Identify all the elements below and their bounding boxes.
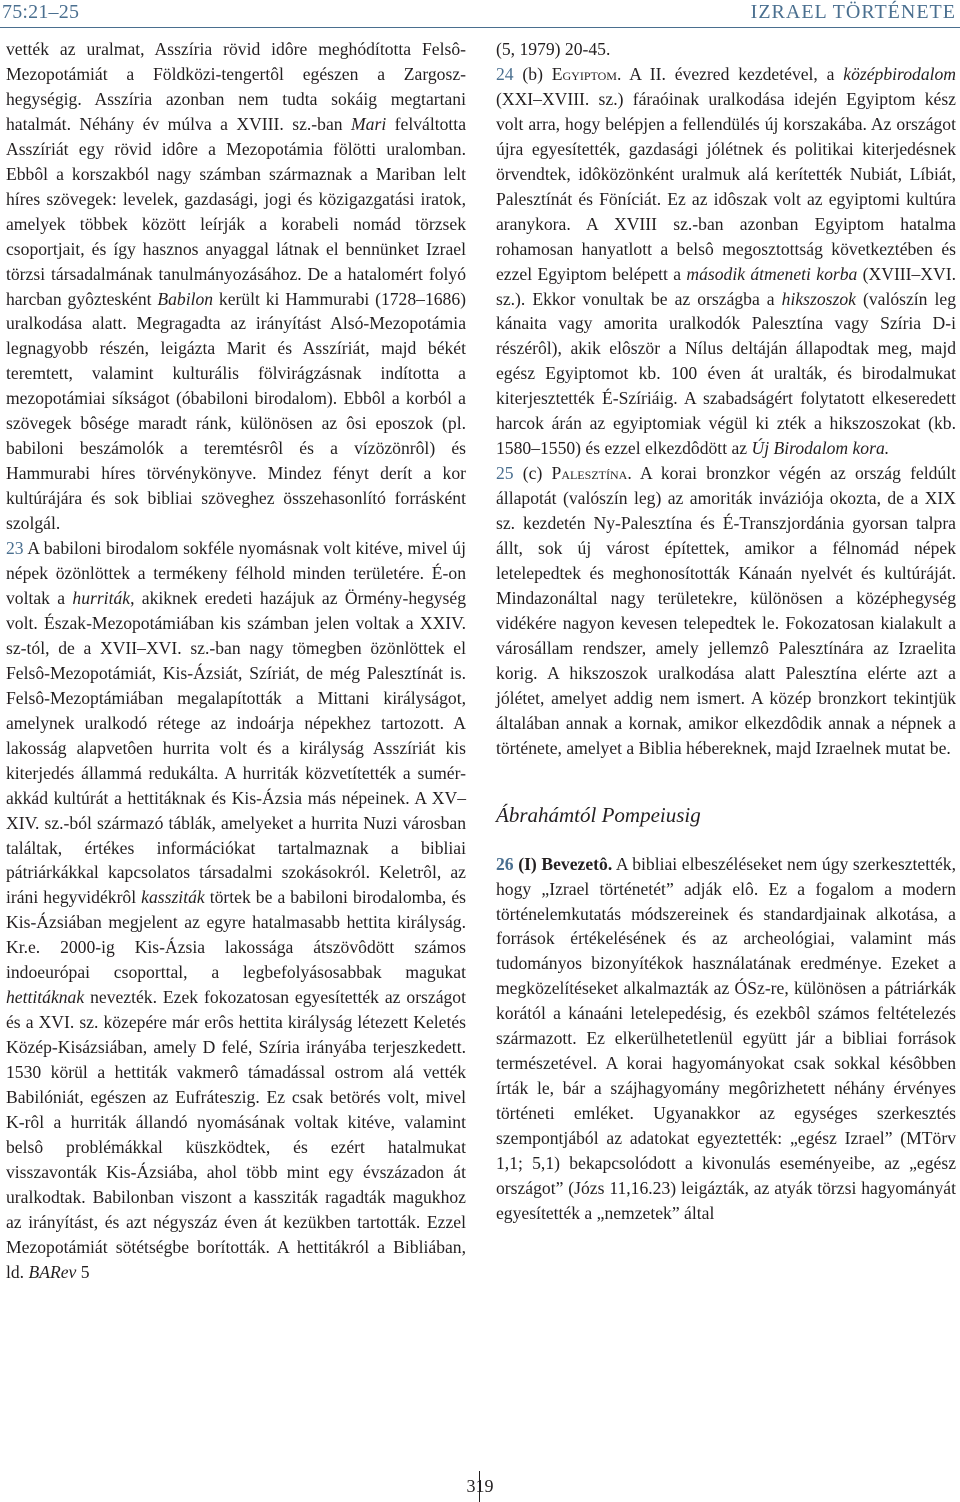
page-number: 319 [466, 1476, 494, 1496]
paragraph-mesopotamia: vették az uralmat, Asszíria rövid idôre meghódította Felsô-Mezopotámiát a Földközi-tengertôl egészen a Zargosz-hegységig. Asszíria azonban nem tudta sokáig megtartani hatalmát. Néhány év múlva a XVIII. sz.-ban Mari felváltotta Asszíriát egy rövid idôre a Mezopotámia fölötti uralomban. Ebbôl a korszakból nagy számban származnak a Mariban lelt híres szövegek: levelek, gazdasági, jogi és közigazgatási iratok, amelyek többek között leírják a korabeli nomád törzsek csoportjait, és így hasznos anyaggal látnak el bennünket Izrael törzsi társadalmának tanulmányozásához. De a hatalomért folyó harcban gyôztesként Babilon került ki Hammurabi (1728–1686) uralkodása alatt. Megragadta az irányítást Alsó-Mezopotámia legnagyobb részén, leigázta Marit és Asszíriát, majd békét teremtett, valamint kulturális fölvirágzásnak indította a mezopotámiai síkságot (óbabiloni birodalom). Ebbôl a korból a szövegek bôsége maradt ránk, különösen az ôsi eposzok (pl. babiloni beszámolók a teremtésrôl és a vízözönrôl) és Hammurabi híres törvénykönyve. Mindez fényt derít a kor kultúrájára és sok bibliai szöveghez összehasonlító forrásként szolgál. [6, 39, 467, 534]
paragraph-number: 23 [6, 538, 24, 559]
header-rule [0, 27, 960, 28]
paragraph-number: 26 [496, 853, 514, 874]
running-title: IZRAEL TÖRTÉNETE [750, 1, 956, 23]
section-heading: Ábrahámtól Pompeiusig [496, 802, 701, 827]
paragraph-26-introduction: 26 (I) Bevezetô. A bibliai elbeszéléseket nem úgy szerkesztették, hogy „Izrael történetét” adják elô. Ez a fogalom a modern történelemkutatás módszereinek és standardjainak alkotása, a források értékelésének és az archeológiai, valamint más tudományos bizonyítékok használatának eredménye. Ezeket a megközelítéseket alkalmazták az ÓSz-re, különösen a pátriárkák korától a kánaáni letelepedésig, és ezekbôl számos feltételezés származott. Ez elkerülhetetlenül együtt jár a bibliai források természetével. A korai hagyományokat csak sokkal késôbben írták le, bár a szájhagyomány megôrizhetett néhány érvényes történeti emléket. Ugyanakkor az egységes szerkesztés szempontjából az adatokat egyeztették: „egész Izrael” (MTörv 1,1; 5,1) bekapcsolódott a kivonulás eseményeibe, az „egész országot” (Józs 11,16.23) leigázták, az atyák törzsi hagyományát egyesítették a „nemzetek” által [496, 853, 956, 1223]
left-column [6, 37, 466, 1285]
paragraph-number: 24 [496, 63, 514, 84]
paragraph-continuation: (5, 1979) 20-45. [496, 39, 611, 59]
paragraph-label: (I) Bevezetô. [513, 853, 613, 874]
paragraph-24-egypt: 24 (b) Egyiptom. A II. évezred kezdetével, a középbirodalom (XXI–XVIII. sz.) fáraóinak uralkodása idején Egyiptom kész volt arra, hogy belépjen a fellendülés új korszakába. Az országot újra egyesítették, gazdasági jólétnek és politikai kiterjedésnek örvendtek, idôközönként uralmuk alá kerítették Nubiát, Líbiát, Palesztínát és Föníciát. Ez az idôszak volt az egyiptomi kultúra aranykora. A XVIII sz.-ban azonban Egyiptom hatalma rohamosan hanyatlott a belsô megosztottság következtében és ezzel Egyiptom belépett a második átmeneti korba (XVIII–XVI. sz.). Ekkor vonultak be az országba a hikszoszok (valószín leg kánaita vagy amorita uralkodók Palesztína vagy Szíria D-i részérôl), akik elôször a Nílus deltáján állapodtak meg, majd egész Egyiptomot kb. 100 éven át uralták, és birodalmukat kiterjesztették É-Szíriáig. A szabadságért folytatott elkeseredett harcok árán az egyiptomiak végül ki zték a hikszoszokat (kb. 1580–1550) és ezzel elkezdôdött az Új Birodalom kora. [496, 63, 957, 459]
right-column [496, 37, 956, 1226]
running-header [0, 0, 960, 28]
paragraph-23-hurrians: 23 A babiloni birodalom sokféle nyomásnak volt kitéve, mivel új népek özönlöttek a termékeny félhold minden területére. É-on voltak a hurriták, akiknek eredeti hazájuk az Örmény-hegység volt. Észak-Mezopotámiában kis számban jelen voltak a XXIV. sz-tól, de a XVII–XVI. sz.-ban nagy tömegben özönlöttek el Felsô-Mezopotámiát, Kis-Ázsiát, Szíriát, de még Palesztínát is. Felsô-Mezoptámiában megalapították a Mittani királyságot, amelynek uralkodó rétege az indoárja népekhez tartozott. A lakosság alapvetôen hurrita volt és a királyság Asszíriát kis kiterjedés állammá redukálta. A hurriták közvetítették a sumér-akkád kultúrát a hettitáknak és Kis-Ázsia más népeinek. A XV–XIV. sz.-ból származó táblák, amelyeket a hurrita Nuzi városban találtak, értékes információkat tartalmaznak a bibliai pátriárkákkal kapcsolatos társadalmi szokásokról. Keletrôl, az iráni hegyvidékrôl kassziták törtek be a babiloni birodalomba, és Kis-Ázsiában megjelent az egyre hatalmasabb hettita királyság. Kr.e. 2000-ig Kis-Ázsia lakossága átszövôdött számos indoeurópai csoporttal, a legbefolyásosabbak magukat hettitáknak nevezték. Ezek fokozatosan egyesítették az országot és a XVI. sz. közepére már erôs hettita királyság létezett Keletés Közép-Kisázsiában, amely D felé, Szíria irányába terjeszkedett. 1530 körül a hettiták vakmerô támadással ostrom alá vették Babilóniát, egészen az Eufráteszig. Ez csak betörés volt, mivel K-rôl a hurriták állandó nyomásának voltak kitéve, valamint belsô problémákkal küszködtek, és ezért hatalmukat visszavonták Kis-Ázsiába, ahol több mint egy évszázadon át uralkodtak. Babilonban viszont a kassziták ragadták magukhoz az irányítást, és azt négyszáz éven át kezükben tartották. Ezzel Mezopotámiát sötétségbe borították. A hettitákról a Bibliában, ld. BARev 5 [6, 538, 466, 1282]
paragraph-number: 25 [496, 463, 514, 484]
folio-code: 75:21–25 [2, 1, 80, 23]
paragraph-25-palestine: 25 (c) Palesztína. A korai bronzkor végén az ország feldúlt állapotát (valószín leg) az amoriták inváziója okozta, de a XIX sz. kezdetén Ny-Palesztína és É-Transzjordánia gyorsan talpra állt, sok új várost építettek, amikor a félnomád népek letelepedtek és meghonosították Kánaán nyelvét és kultúráját. Mindazonáltal nagy területekre, különösen a középhegység vidékére nagyon kevesen telepedtek le. Fokozatosan kialakult a városállam rendszer, amely jellemzô Palesztínára az Izraelita korig. A hikszoszok uralkodása alatt Palesztína elérte azt a jólétet, amelyet addig nem ismert. A közép bronzkort tekintjük általában annak a kornak, amikor elkezdôdik annak a népnek a története, amelyet a Biblia hébereknek, majd Izraelnek mutat be. [496, 463, 956, 758]
